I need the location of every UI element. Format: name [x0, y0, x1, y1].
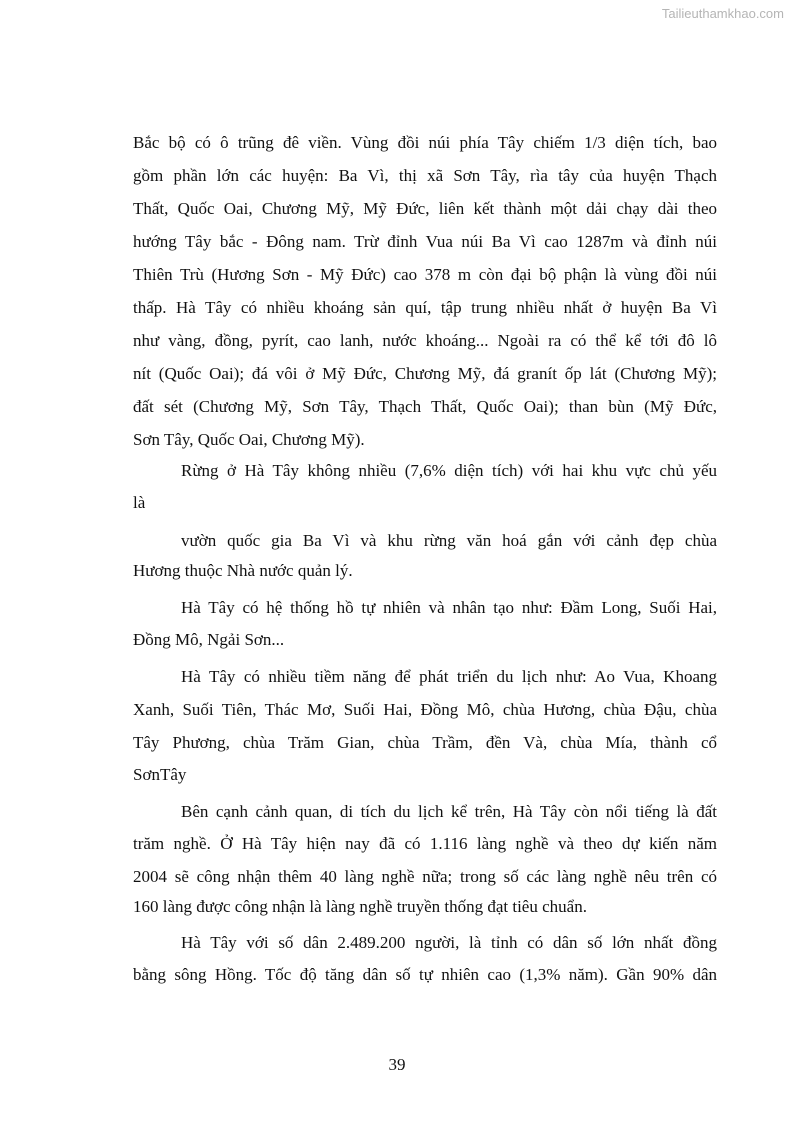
text-line: Sơn Tây, Quốc Oai, Chương Mỹ). [133, 430, 365, 449]
text-line: Xanh, Suối Tiên, Thác Mơ, Suối Hai, Đồng Mô, chùa Hương, chùa Đậu, chùa [133, 700, 717, 719]
text-line: Hà Tây với số dân 2.489.200 người, là tỉnh có dân số lớn nhất đồng [181, 933, 717, 952]
text-line: Thất, Quốc Oai, Chương Mỹ, Mỹ Đức, liên kết thành một dải chạy dài theo [133, 199, 717, 218]
text-line: Hương thuộc Nhà nước quản lý. [133, 561, 353, 580]
text-line: vườn quốc gia Ba Vì và khu rừng văn hoá gắn với cảnh đẹp chùa [181, 531, 717, 550]
text-line: Thiên Trù (Hương Sơn - Mỹ Đức) cao 378 m còn đại bộ phận là vùng đồi núi [133, 265, 717, 284]
text-line: nít (Quốc Oai); đá vôi ở Mỹ Đức, Chương Mỹ, đá granít ốp lát (Chương Mỹ); [133, 364, 717, 383]
text-line: Tây Phương, chùa Trăm Gian, chùa Trầm, đền Và, chùa Mía, thành cổ [133, 733, 717, 752]
text-line: Bên cạnh cảnh quan, di tích du lịch kể trên, Hà Tây còn nổi tiếng là đất [181, 802, 717, 821]
text-line: Bắc bộ có ô trũng đê viền. Vùng đồi núi phía Tây chiếm 1/3 diện tích, bao [133, 133, 717, 152]
text-line: gồm phần lớn các huyện: Ba Vì, thị xã Sơn Tây, rìa tây của huyện Thạch [133, 166, 717, 185]
watermark: Tailieuthamkhao.com [661, 6, 784, 21]
text-line: bằng sông Hồng. Tốc độ tăng dân số tự nhiên cao (1,3% năm). Gần 90% dân [133, 965, 717, 984]
text-line: Hà Tây có nhiều tiềm năng để phát triển du lịch như: Ao Vua, Khoang [181, 667, 717, 686]
text-line: đất sét (Chương Mỹ, Sơn Tây, Thạch Thất, Quốc Oai); than bùn (Mỹ Đức, [133, 397, 717, 416]
text-line: như vàng, đồng, pyrít, cao lanh, nước khoáng... Ngoài ra có thể kể tới đô lô [133, 331, 717, 350]
text-line: trăm nghề. Ở Hà Tây hiện nay đã có 1.116 làng nghề và theo dự kiến năm [133, 834, 717, 853]
text-line: hướng Tây bắc - Đông nam. Trừ đỉnh Vua núi Ba Vì cao 1287m và đỉnh núi [133, 232, 717, 251]
page-number: 39 [388, 1055, 406, 1074]
text-line: 160 làng được công nhận là làng nghề truyền thống đạt tiêu chuẩn. [133, 897, 587, 916]
text-line: thấp. Hà Tây có nhiều khoáng sản quí, tập trung nhiều nhất ở huyện Ba Vì [133, 298, 717, 317]
text-line: 2004 sẽ công nhận thêm 40 làng nghề nữa; trong số các làng nghề nêu trên có [133, 867, 717, 886]
text-line: SơnTây [133, 765, 187, 784]
text-line: Hà Tây có hệ thống hồ tự nhiên và nhân tạo như: Đầm Long, Suối Hai, [181, 598, 717, 617]
text-line: là [133, 493, 146, 512]
text-line: Đồng Mô, Ngải Sơn... [133, 630, 285, 649]
text-line: Rừng ở Hà Tây không nhiều (7,6% diện tích) với hai khu vực chủ yếu [181, 461, 717, 480]
